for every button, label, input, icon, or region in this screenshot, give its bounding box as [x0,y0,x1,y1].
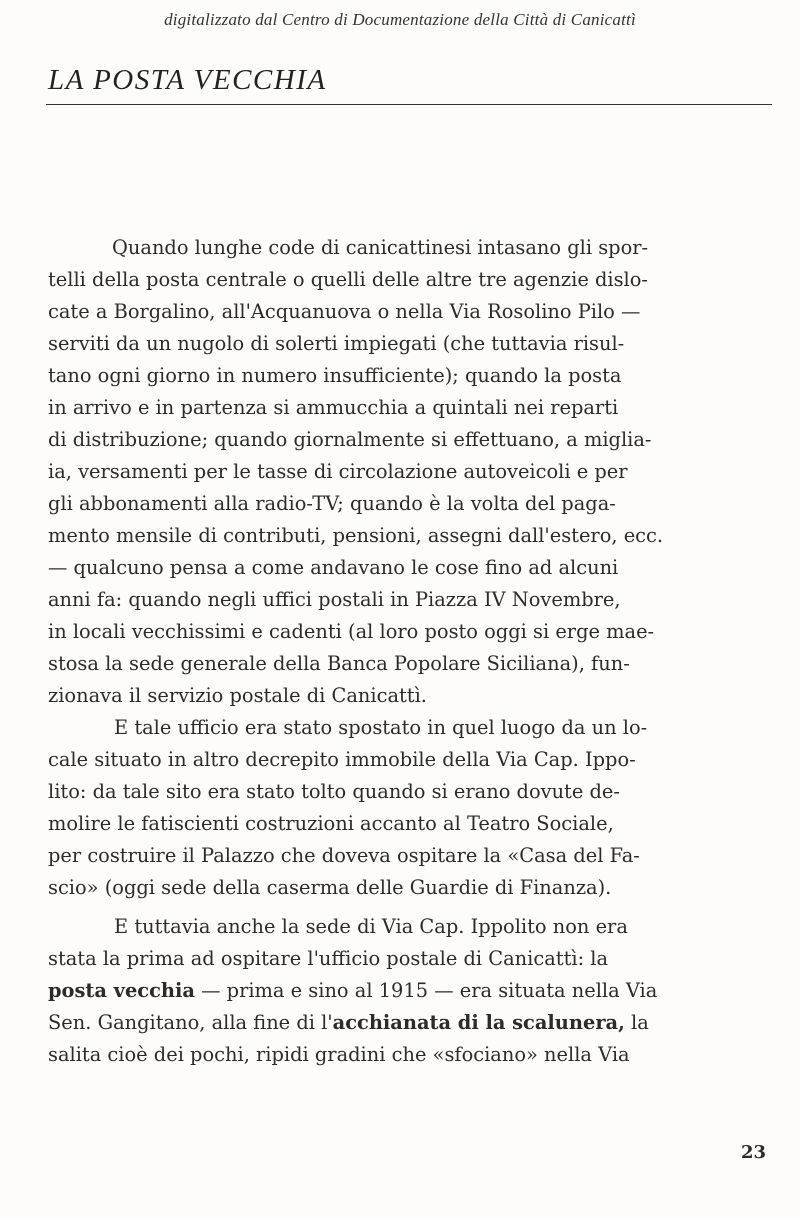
text-line: gli abbonamenti alla radio-TV; quando è la volta del paga- [48,492,616,515]
text-line: E tuttavia anche la sede di Via Cap. Ippolito non era [114,915,628,938]
text-line: cate a Borgalino, all'Acquanuova o nella Via Rosolino Pilo — [48,300,641,323]
text-line: di distribuzione; quando giornalmente si effettuano, a miglia- [48,428,652,451]
text-line: zionava il servizio postale di Canicattì. [48,684,427,707]
chapter-title: LA POSTA VECCHIA [48,64,327,96]
text-fragment: la [624,1011,649,1034]
body-text [48,232,770,1071]
digitization-watermark: digitalizzato dal Centro di Documentazione della Città di Canicattì [164,10,636,29]
text-line: mento mensile di contributi, pensioni, assegni dall'estero, ecc. [48,524,664,547]
text-line: lito: da tale sito era stato tolto quando si erano dovute de- [48,780,620,803]
text-line: serviti da un nugolo di solerti impiegati (che tuttavia risul- [48,332,625,355]
title-rule [46,104,772,105]
text-line: molire le fatiscienti costruzioni accanto al Teatro Sociale, [48,812,614,835]
text-line: tano ogni giorno in numero insufficiente); quando la posta [48,364,622,387]
text-line [48,975,770,1007]
paragraph-3 [48,911,770,1071]
text-fragment: Sen. Gangitano, alla fine di l' [48,1011,333,1034]
text-line: cale situato in altro decrepito immobile della Via Cap. Ippo- [48,748,636,771]
paragraph-1 [48,232,770,712]
bold-term-posta-vecchia: posta vecchia [48,979,195,1002]
text-line: ia, versamenti per le tasse di circolazione autoveicoli e per [48,460,628,483]
text-line: per costruire il Palazzo che doveva ospitare la «Casa del Fa- [48,844,640,867]
text-line: in arrivo e in partenza si ammucchia a quintali nei reparti [48,396,619,419]
text-line: in locali vecchissimi e cadenti (al loro posto oggi si erge mae- [48,620,655,643]
text-line: E tale ufficio era stato spostato in quel luogo da un lo- [114,716,648,739]
paragraph-2 [48,712,770,904]
text-line: stata la prima ad ospitare l'ufficio postale di Canicattì: la [48,947,609,970]
text-line: — qualcuno pensa a come andavano le cose fino ad alcuni [48,556,619,579]
text-line [48,1007,770,1039]
text-line: Quando lunghe code di canicattinesi intasano gli spor- [112,236,649,259]
page-number: 23 [741,1142,767,1163]
text-line: stosa la sede generale della Banca Popolare Siciliana), fun- [48,652,630,675]
bold-term-acchianata: acchianata di la scalunera, [332,1011,625,1034]
text-line: salita cioè dei pochi, ripidi gradini che «sfociano» nella Via [48,1043,630,1066]
text-line: scio» (oggi sede della caserma delle Guardie di Finanza). [48,876,612,899]
text-fragment: — prima e sino al 1915 — era situata nella Via [194,979,658,1002]
text-line: anni fa: quando negli uffici postali in Piazza IV Novembre, [48,588,621,611]
text-line: telli della posta centrale o quelli delle altre tre agenzie dislo- [48,268,648,291]
